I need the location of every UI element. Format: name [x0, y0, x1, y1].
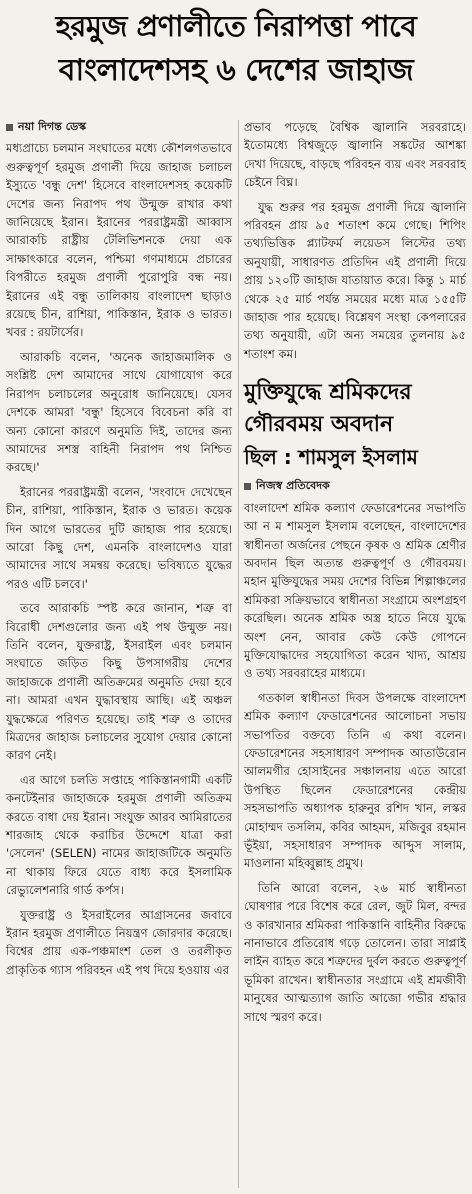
- article2-byline: [244, 477, 466, 495]
- byline-text: নয়া দিগন্ত ডেস্ক: [18, 120, 87, 133]
- paragraph: তবে আরাকচি স্পষ্ট করে জানান, শত্রু বা বিরোধী দেশগুলোর জন্য এই পথ উন্মুক্ত নয়। তিনি বলেন, যুক্তরাষ্ট্র, ইসরাইল এবং চলমান সংঘাতে জড়িত কিছু উপসাগরীয় দেশের জাহাজকে প্রণালী অতিক্রমের অনুমতি দেয়া হবে না। আমরা এখন যুদ্ধাবস্থায় আছি। এই অঞ্চল যুদ্ধক্ষেত্রে পরিণত হয়েছে। তাই শত্রু ও তাদের মিত্রদের জাহাজ চলাচলের সুযোগ দেয়ার কোনো কারণ নেই।: [6, 601, 232, 763]
- headline-line-2: বাংলাদেশসহ ৬ দেশের জাহাজ: [58, 53, 414, 88]
- paragraph: তিনি আরো বলেন, ২৬ মার্চ স্বাধীনতা ঘোষণার পরে বিশেষ করে রেল, জুট মিল, বন্দর ও কারখানার শ্রমিকরা পাকিস্তানি বাহিনীর বিরুদ্ধে নানাভাবে প্রতিরোধ গড়ে তোলেন। তারা সাপ্লাই লাইন ব্যাহত করে শত্রুদের দুর্বল করতে গুরুত্বপূর্ণ ভূমিকা রাখেন। স্বাধীনতার সংগ্রামে এই শ্রমজীবী মানুষের আত্মত্যাগ জাতি আজো গভীর শ্রদ্ধার সাথে স্মরণ করে।: [244, 880, 466, 1024]
- paragraph: যুক্তরাষ্ট্র ও ইসরাইলের আগ্রাসনের জবাবে ইরান হরমুজ প্রণালীতে নিয়ন্ত্রণ জোরদার করেছে। বিশ্বের প্রায় এক-পঞ্চমাংশ তেল ও তরলীকৃত প্রাকৃতিক গ্যাস পরিবহন এই পথ দিয়ে হওয়ায় এর: [6, 907, 232, 977]
- paragraph: মধ্যপ্রাচ্যে চলমান সংঘাতের মধ্যে কৌশলগতভাবে গুরুত্বপূর্ণ হরমুজ প্রণালী দিয়ে জাহাজ চলাচল ইস্যুতে 'বন্ধু দেশ' হিসেবে বাংলাদেশসহ কয়েকটি দেশের জন্য নিরাপদ পথ উন্মুক্ত রাখার কথা জানিয়েছে ইরান। ইরানের পররাষ্ট্রমন্ত্রী আব্বাস আরাকচি রাষ্ট্রীয় টেলিভিশনকে দেয়া এক সাক্ষাৎকারে বলেন, পশ্চিমা গণমাধ্যমে প্রচারের বিপরীতে হরমুজ প্রণালী পুরোপুরি বন্ধ নয়। ইরানের এই বন্ধু তালিকায় বাংলাদেশ ছাড়াও রয়েছে চীন, রাশিয়া, পাকিস্তান, ইরাক ও ভারত। খবর : রয়টার্সের।: [6, 141, 232, 340]
- paragraph: আরাকচি বলেন, 'অনেক জাহাজমালিক ও সংশ্লিষ্ট দেশ আমাদের সাথে যোগাযোগ করে নিরাপদ চলাচলের অনুরোধ জানিয়েছে। যেসব দেশকে আমরা 'বন্ধু' হিসেবে বিবেচনা করি বা অন্য কোনো কারণে অনুমতি দিই, তাদের জন্য আমাদের সশস্ত্র বাহিনী নিরাপদ পথ নিশ্চিত করছে।': [6, 349, 232, 475]
- article2-headline-line-1: মুক্তিযুদ্ধে শ্রমিকদের: [244, 380, 412, 406]
- article2-headline-line-3: ছিল : শামসুল ইসলাম: [244, 445, 418, 470]
- square-bullet-icon: [6, 124, 13, 131]
- paragraph: প্রভাব পড়েছে বৈশ্বিক জ্বালানি সরবরাহে। ইতোমধ্যে বিশ্বজুড়ে জ্বালানি সঙ্কটের আশঙ্কা দেখা দিয়েছে, বাড়ছে পরিবহন ব্যয় এবং সরবরাহ চেইনে বিঘ্ন।: [244, 120, 466, 190]
- article1-byline: [6, 118, 232, 136]
- column-divider: [238, 120, 239, 1188]
- square-bullet-icon: [244, 483, 251, 490]
- paragraph: বাংলাদেশ শ্রমিক কল্যাণ ফেডারেশনের সভাপতি আ ন ম শামসুল ইসলাম বলেছেন, বাংলাদেশের স্বাধীনতা অর্জনের পেছনে কৃষক ও শ্রমিক শ্রেণীর অবদান ছিল অত্যন্ত গুরুত্বপূর্ণ ও গৌরবময়। মহান মুক্তিযুদ্ধের সময় দেশের বিভিন্ন শিল্পাঞ্চলের শ্রমিকরা সক্রিয়ভাবে স্বাধীনতা সংগ্রামে অংশগ্রহণ করেছিল। অনেক শ্রমিক অস্ত্র হাতে নিয়ে যুদ্ধে অংশ নেন, আবার কেউ কেউ গোপনে মুক্তিযোদ্ধাদের সহযোগিতা করেন খাদ্য, আশ্রয় ও তথ্য সরবরাহের মাধ্যমে।: [244, 500, 466, 681]
- headline-line-1: হরমুজ প্রণালীতে নিরাপত্তা পাবে: [55, 9, 417, 43]
- right-column: [244, 118, 466, 1032]
- paragraph: ইরানের পররাষ্ট্রমন্ত্রী বলেন, 'সংবাদে দেখেছেন চীন, রাশিয়া, পাকিস্তান, ইরাক ও ভারত। কয়েক দিন আগে ভারতের দুটি জাহাজ পার হয়েছে। আরো কিছু দেশ, এমনকি বাংলাদেশও যারা আমাদের সাথে সমন্বয় করেছে। ভবিষ্যতে যুদ্ধের পরও এটি চলবে।': [6, 484, 232, 591]
- paragraph: যুদ্ধ শুরুর পর হরমুজ প্রণালী দিয়ে জ্বালানি পরিবহন প্রায় ৯৫ শতাংশ কমে গেছে। শিপিং তথ্যভিত্তিক প্ল্যাটফর্ম লয়েডস লিস্টের তথ্য অনুযায়ী, সাধারণত প্রতিদিন এই প্রণালী দিয়ে প্রায় ১২০টি জাহাজ যাতায়াত করে। কিন্তু ১ মার্চ থেকে ২৫ মার্চ পর্যন্ত সময়ের মধ্যে মাত্র ১৫৫টি জাহাজ পার হয়েছে। বিশ্লেষণ সংস্থা কেপলারের তথ্য অনুযায়ী, এটা অন্য সময়ের তুলনায় ৯৫ শতাংশ কম।: [244, 199, 466, 361]
- byline-text: নিজস্ব প্রতিবেদক: [256, 479, 330, 493]
- article2-headline: [244, 377, 466, 473]
- article1-left-column: [6, 118, 232, 985]
- paragraph: গতকাল স্বাধীনতা দিবস উপলক্ষে বাংলাদেশ শ্রমিক কল্যাণ ফেডারেশনের আলোচনা সভায় সভাপতির বক্তব্যে তিনি এ কথা বলেন। ফেডারেশনের সহসাধারণ সম্পাদক আতাউরোন আলমগীর হোসাইনের সঞ্চালনায় এতে আরো উপস্থিত ছিলেন ফেডারেশনের কেন্দ্রীয় সহসভাপতি অধ্যাপক হারুনুর রশিদ খান, লস্কর মোহাম্মদ তসলিম, কবির আহমদ, মজিবুর রহমান ভূঁইয়া, সহসাধারণ সম্পাদক আব্দুস সালাম, মাওলানা মহিব্বুল্লাহ প্রমুখ।: [244, 690, 466, 871]
- main-headline: [6, 4, 466, 94]
- article2-headline-line-2: গৌরবময় অবদান: [244, 412, 394, 438]
- paragraph: এর আগে চলতি সপ্তাহে পাকিস্তানগামী একটি কনটেইনার জাহাজকে হরমুজ প্রণালী অতিক্রম করতে বাধা দেয় ইরান। সংযুক্ত আরব আমিরাতের শারজাহ থেকে করাচির উদ্দেশে যাত্রা করা 'সেলেন' (SELEN) নামের জাহাজটিকে অনুমতি না থাকায় ফিরে যেতে বাধ্য করে ইসলামিক রেভ্যুলেশনারি গার্ড কর্পস।: [6, 772, 232, 898]
